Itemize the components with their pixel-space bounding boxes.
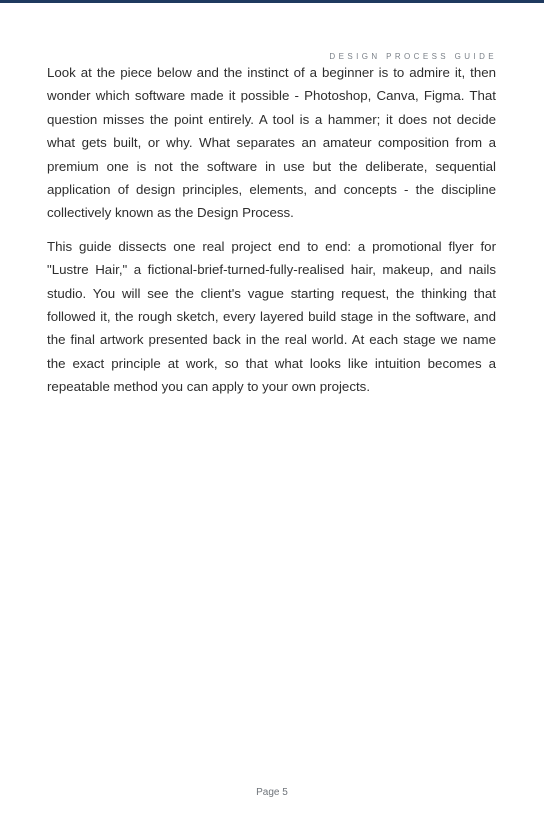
- running-header: DESIGN PROCESS GUIDE: [329, 52, 497, 61]
- body-paragraph: Look at the piece below and the instinct of a beginner is to admire it, then wonder which software made it possible - Photoshop, Canva, Figma. That question misses the point entirely. A tool is a hammer; it does not decide what gets built, or why. What separates an amateur composition from a premium one is not the software in use but the deliberate, sequential application of design principles, elements, and concepts - the discipline collectively known as the Design Process.: [47, 65, 496, 221]
- body-paragraph: This guide dissects one real project end to end: a promotional flyer for "Lustre Hair," a fictional-brief-turned-fully-realised hair, makeup, and nails studio. You will see the client's vague starting request, the thinking that followed it, the rough sketch, every layered build stage in the software, and the final artwork presented back in the real world. At each stage we name the exact principle at work, so that what looks like intuition becomes a repeatable method you can apply to your own projects.: [47, 238, 496, 395]
- page-body: [47, 61, 496, 409]
- top-rule: [0, 0, 544, 3]
- page-number: Page 5: [256, 787, 288, 798]
